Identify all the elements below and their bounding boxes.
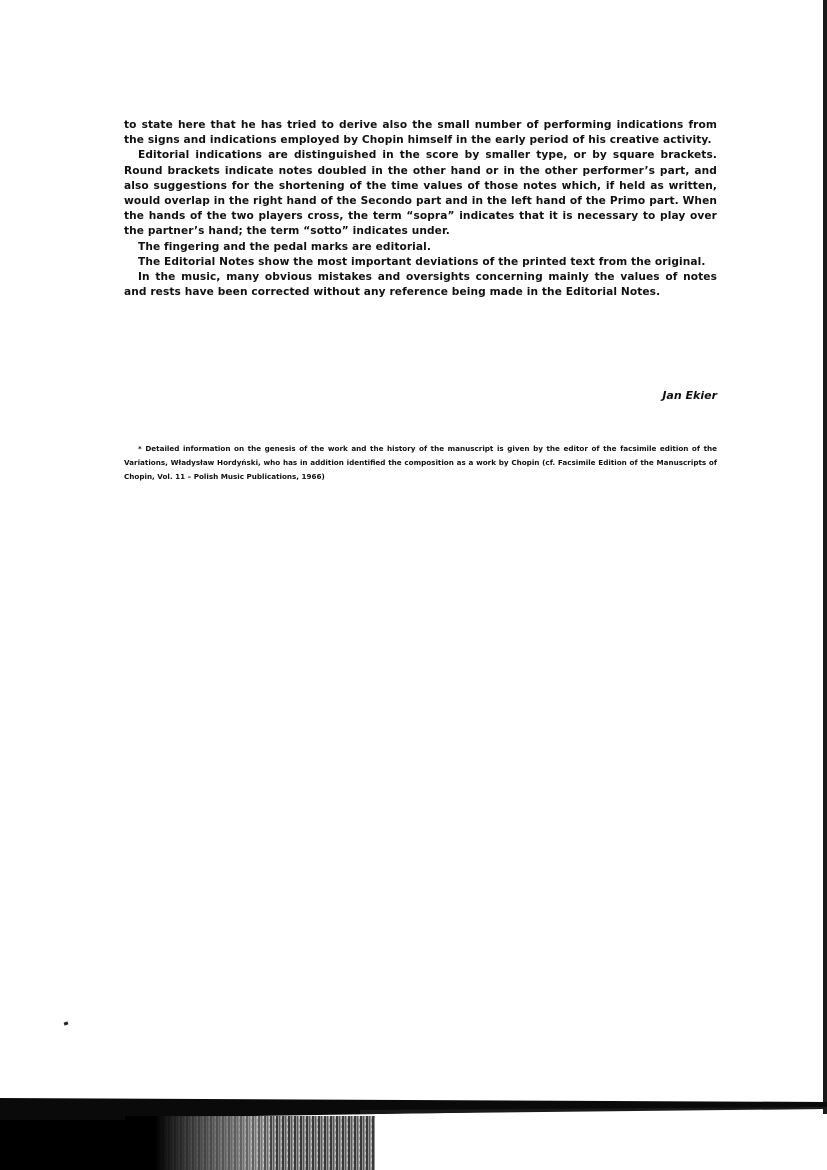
paragraph-editorial-notes: The Editorial Notes show the most important deviations of the printed text from the original. [138, 255, 706, 268]
body-text [124, 118, 717, 300]
scan-speck [64, 1021, 69, 1025]
scan-edge-shadow [823, 0, 827, 1170]
author-signature: Jan Ekier [662, 389, 717, 402]
paragraph-intro: to state here that he has tried to derive also the small number of performing indications from the signs and indications employed by Chopin himself in the early period of his creative activity. [124, 119, 717, 147]
paragraph-fingering: The fingering and the pedal marks are editorial. [138, 240, 432, 253]
footnote: * Detailed information on the genesis of the work and the history of the manuscript is given by the editor of the facsimile edition of the Variations, Władysław Hordyński, who has in addition identified the composition as a work by Chopin (cf. Facsimile Edition of the Manuscripts of Chopin, Vol. 11 – Polish Music Publications, 1966) [124, 444, 717, 481]
paragraph-corrections: In the music, many obvious mistakes and oversights concerning mainly the values of notes and rests have been corrected without any reference being made in the Editorial Notes. [124, 271, 717, 299]
scan-artifact-band [0, 1090, 827, 1170]
scan-artifact-graphic [0, 1090, 827, 1170]
paragraph-editorial-indications: Editorial indications are distinguished in the score by smaller type, or by square brackets. Round brackets indicate notes doubled in the other hand or in the other performer’s part, and also suggestions for the shortening of the time values of those notes which, if held as written, would overlap in the right hand of the Secondo part and in the left hand of the Primo part. When the hands of the two players cross, the term “sopra” indicates that it is necessary to play over the partner’s hand; the term “sotto” indicates under. [124, 149, 717, 238]
